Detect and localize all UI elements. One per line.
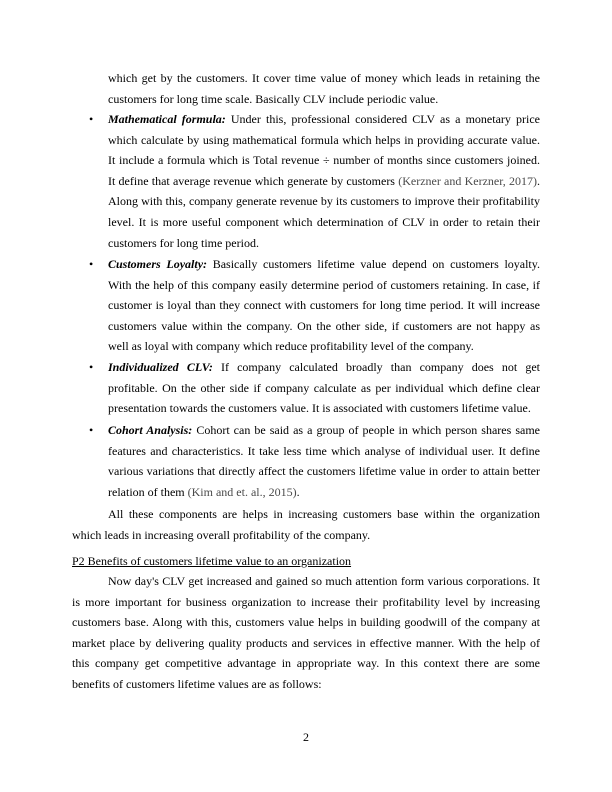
bullet-text-after: . Along with this, company generate revenue by its customers to improve their profitability level. It is more useful component which determination of CLV in order to retain their customers for long time period. — [108, 173, 540, 250]
section-paragraph: Now day's CLV get increased and gained so much attention form various corporations. It is more important for business organization to increase their profitability level by increasing customers base. Along with this, customers value helps in building goodwill of the company at market place by delivering quality products and services in effective manner. With the help of this company get competitive advantage in appropriate way. In this context there are some benefits of customers lifetime values are as follows: — [72, 574, 540, 691]
bullet-text: Under this, professional considered CLV as a monetary price which calculate by using mathematical formula which helps in providing accurate value. It include a formula which is Total revenue ÷ number of months since customers joined. It define that average revenue which generate by customers — [108, 112, 540, 188]
bullet-term: Mathematical formula: — [108, 112, 226, 126]
bullet-text: Cohort can be said as a group of people in which person shares same features and characteristics. It take less time which analyse of individual user. It define various variations that directly affect the customers lifetime value in order to attain better relation of them — [108, 423, 540, 499]
bullet-item-customers-loyalty — [89, 254, 540, 357]
section-heading: P2 Benefits of customers lifetime value to an organization — [72, 554, 352, 568]
summary-paragraph: All these components are helps in increasing customers base within the organization which leads in increasing overall profitability of the company. — [72, 507, 540, 542]
bullet-term: Cohort Analysis: — [108, 423, 193, 437]
bullet-icon: • — [89, 112, 94, 126]
bullet-icon: • — [89, 423, 94, 437]
intro-continuation: which get by the customers. It cover time value of money which leads in retaining the customers for long time scale. Basically CLV include periodic value. — [108, 71, 540, 106]
bullet-icon: • — [89, 360, 94, 374]
bullet-text-after: . — [296, 484, 300, 499]
bullet-term: Individualized CLV: — [108, 360, 213, 374]
citation: (Kerzner and Kerzner, 2017) — [398, 173, 537, 188]
bullet-item-mathematical-formula — [89, 109, 540, 253]
bullet-item-individualized-clv — [89, 357, 540, 419]
page-number: 2 — [303, 730, 309, 744]
bullet-text: Basically customers lifetime value depend on customers loyalty. With the help of this company easily determine period of customers retaining. In case, if customer is loyal than they connect with customers for long time period. It will increase customers value within the company. On the other side, if customers are not happy as well as loyal with company which reduce profitability level of the company. — [108, 257, 540, 354]
bullet-text: If company calculated broadly than company does not get profitable. On the other side if company calculate as per individual which define clear presentation towards the customers value. It is associated with customers lifetime value. — [108, 360, 540, 416]
citation: (Kim and et. al., 2015) — [187, 484, 297, 499]
bullet-icon: • — [89, 257, 94, 271]
bullet-term: Customers Loyalty: — [108, 257, 208, 271]
bullet-item-cohort-analysis — [89, 420, 540, 502]
